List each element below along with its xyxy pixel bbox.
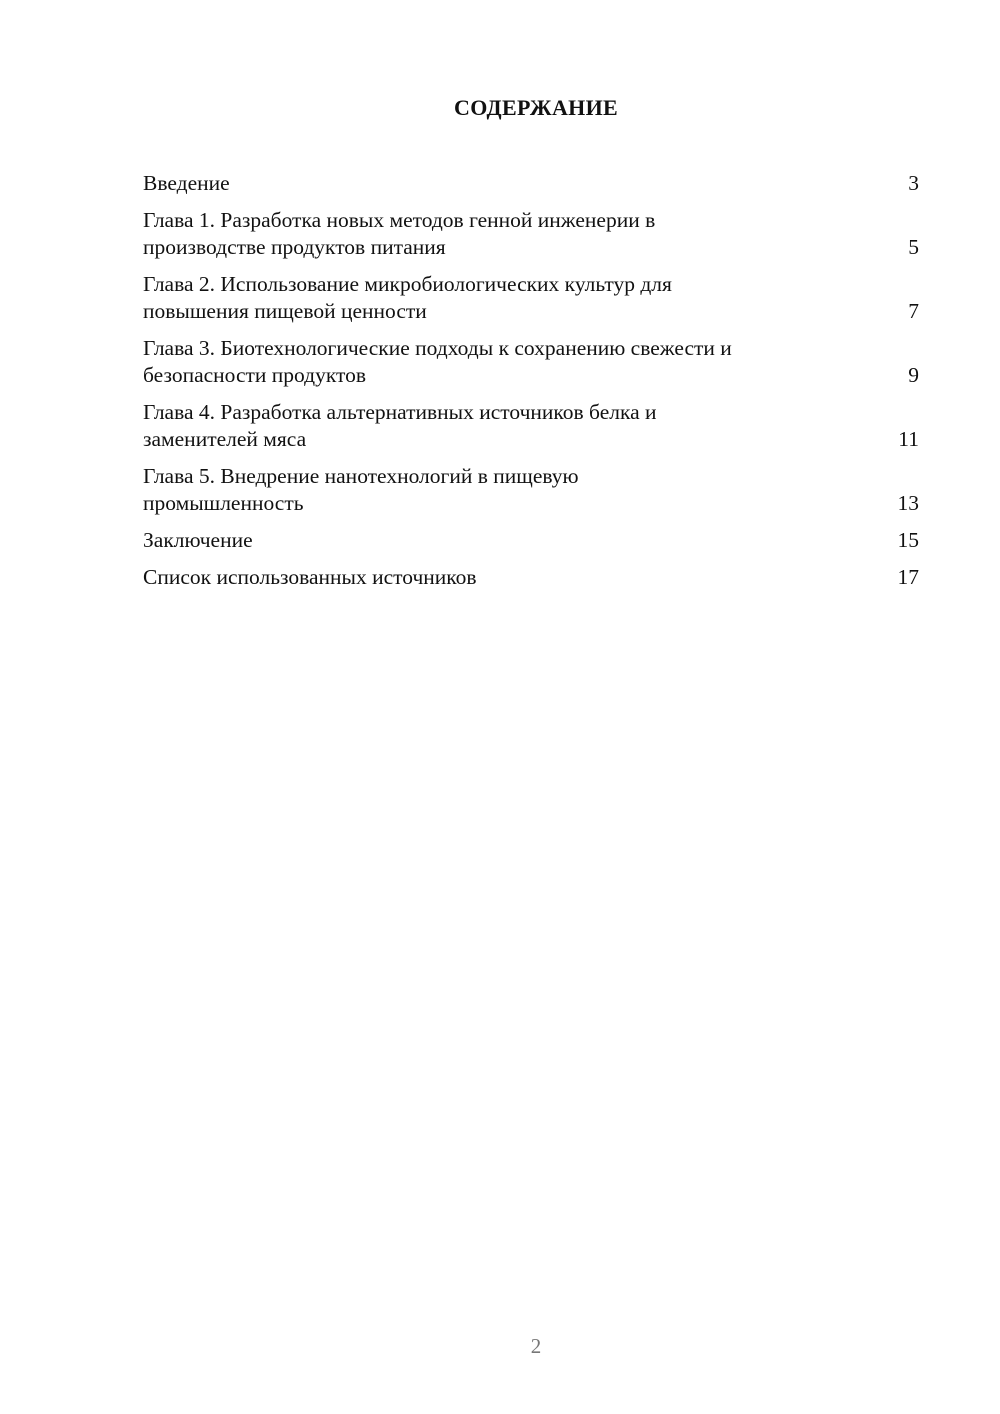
table-of-contents bbox=[143, 170, 919, 601]
toc-entry-introduction bbox=[143, 170, 919, 197]
toc-entry-line: повышения пищевой ценности bbox=[143, 299, 427, 323]
toc-entry-page: 3 bbox=[908, 171, 919, 195]
toc-entry-line: Глава 1. Разработка новых методов генной инженерии в bbox=[143, 208, 656, 232]
toc-entry-text bbox=[143, 463, 889, 517]
toc-entry-line: Глава 2. Использование микробиологических культур для bbox=[143, 272, 672, 296]
toc-entry-line: безопасности продуктов bbox=[143, 363, 367, 387]
toc-entry-line: Введение bbox=[143, 171, 230, 195]
toc-entry-chapter-5 bbox=[143, 463, 919, 517]
toc-entry-text bbox=[143, 271, 889, 325]
toc-entry-page: 7 bbox=[908, 299, 919, 323]
toc-entry-chapter-1 bbox=[143, 207, 919, 261]
toc-entry-page: 5 bbox=[908, 235, 919, 259]
toc-entry-references bbox=[143, 564, 919, 591]
toc-entry-line: Заключение bbox=[143, 528, 253, 552]
toc-entry-line: Глава 5. Внедрение нанотехнологий в пищевую bbox=[143, 464, 579, 488]
toc-entry-chapter-3 bbox=[143, 335, 919, 389]
toc-entry-chapter-2 bbox=[143, 271, 919, 325]
toc-entry-text bbox=[143, 399, 889, 453]
toc-entry-line: Список использованных источников bbox=[143, 565, 477, 589]
toc-entry-conclusion bbox=[143, 527, 919, 554]
toc-entry-line: Глава 3. Биотехнологические подходы к сохранению свежести и bbox=[143, 336, 732, 360]
toc-entry-text bbox=[143, 564, 889, 591]
toc-entry-line: промышленность bbox=[143, 491, 304, 515]
toc-entry-chapter-4 bbox=[143, 399, 919, 453]
page-title: СОДЕРЖАНИЕ bbox=[454, 95, 618, 120]
toc-entry-line: производстве продуктов питания bbox=[143, 235, 446, 259]
toc-entry-text bbox=[143, 335, 889, 389]
toc-entry-page: 15 bbox=[897, 528, 919, 552]
toc-entry-text bbox=[143, 207, 889, 261]
toc-entry-text bbox=[143, 170, 889, 197]
page-number: 2 bbox=[530, 1334, 542, 1358]
toc-entry-line: заменителей мяса bbox=[143, 427, 307, 451]
toc-entry-page: 11 bbox=[898, 427, 919, 451]
toc-entry-page: 17 bbox=[897, 565, 919, 589]
toc-entry-line: Глава 4. Разработка альтернативных источников белка и bbox=[143, 400, 657, 424]
toc-entry-page: 9 bbox=[908, 363, 919, 387]
toc-entry-page: 13 bbox=[897, 491, 919, 515]
toc-entry-text bbox=[143, 527, 889, 554]
